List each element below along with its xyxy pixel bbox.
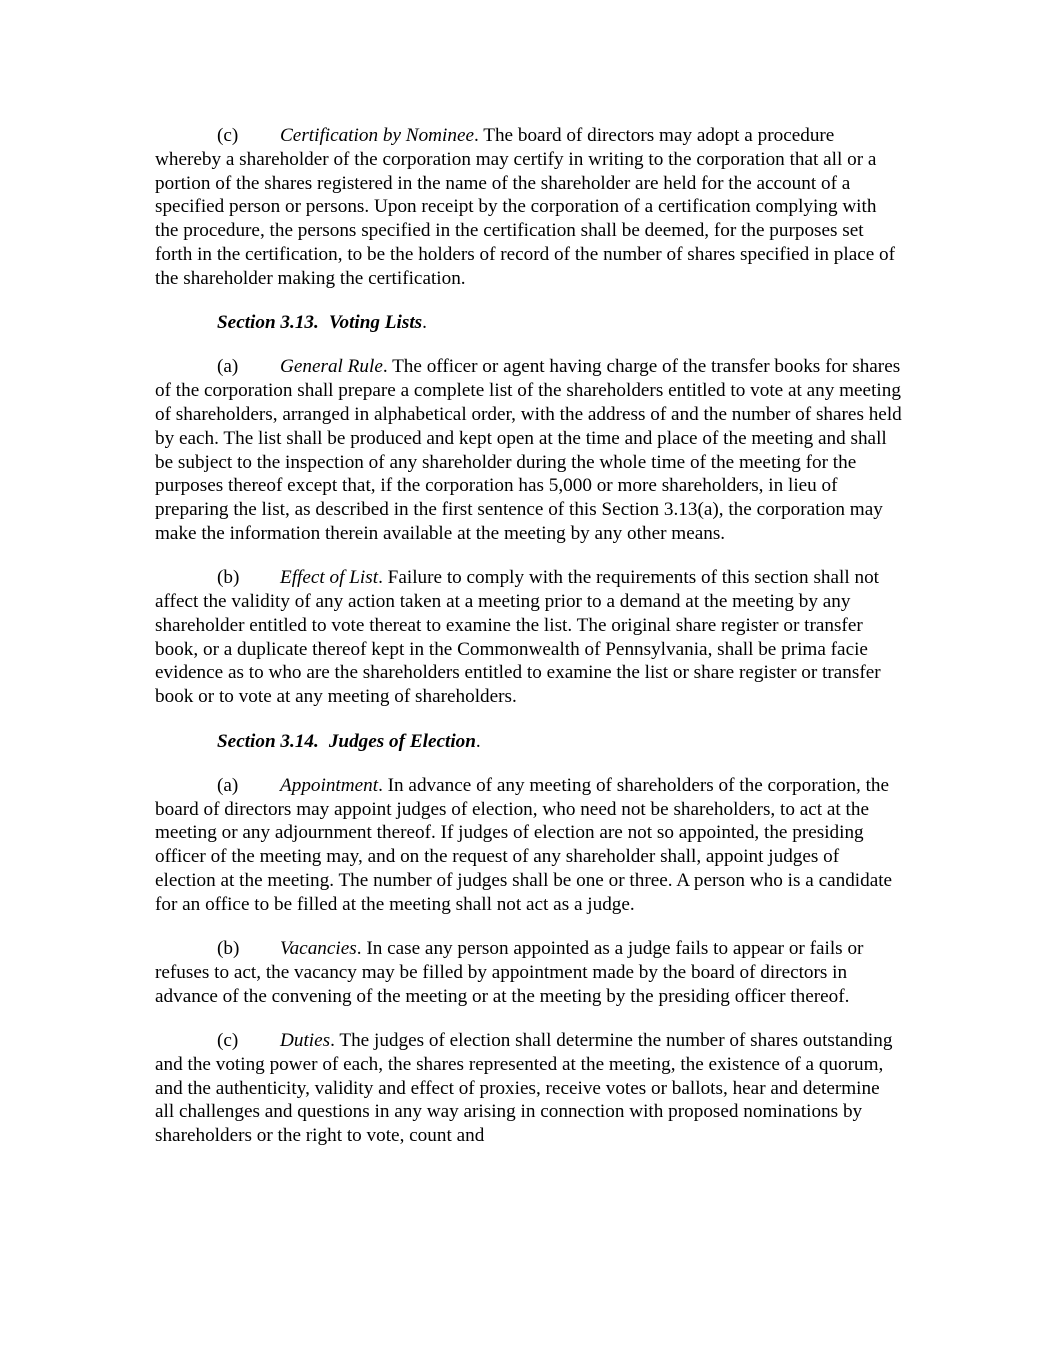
paragraph-general-rule (155, 355, 903, 545)
subsection-body: . The officer or agent having charge of the transfer books for shares of the corporation shall prepare a complete list of the shareholders entitled to vote at any meeting of shareholders, arranged in alphabetical order, with the address of and the number of shares held by each. The list shall be produced and kept open at the time and place of the meeting and shall be subject to the inspection of any shareholder during the whole time of the meeting for the purposes thereof except that, if the corporation has 5,000 or more shareholders, in lieu of preparing the list, as described in the first sentence of this Section 3.13(a), the corporation may make the information therein available at the meeting by any other means. (155, 356, 902, 544)
document-page (155, 124, 903, 1168)
subsection-marker: (b) (217, 567, 240, 589)
paragraph-appointment (155, 774, 903, 917)
subsection-marker: (b) (217, 938, 240, 960)
subsection-body: . Failure to comply with the requirements of this section shall not affect the validity of any action taken at a meeting prior to a demand at the meeting by any shareholder entitled to vote thereat to examine the list. The original share register or transfer book, or a duplicate thereof kept in the Commonwealth of Pennsylvania, shall be prima facie evidence as to who are the shareholders entitled to examine the list or share register or transfer book or to vote at any meeting of shareholders. (155, 567, 881, 708)
section-title: Judges of Election (328, 730, 476, 752)
subsection-marker: (c) (217, 1030, 239, 1051)
subsection-title: Certification by Nominee (280, 125, 474, 146)
subsection-body: . The board of directors may adopt a procedure whereby a shareholder of the corporation may certify in writing to the corporation that all or a portion of the shares registered in the name of the shareholder are held for the account of a specified person or persons. Upon receipt by the corporation of a certification complying with the procedure, the persons specified in the certification shall be deemed, for the purposes set forth in the certification, to be the holders of record of the number of shares specified in place of the shareholder making the certification. (155, 125, 896, 289)
subsection-title: Appointment (280, 774, 379, 796)
subsection-marker: (a) (217, 774, 239, 796)
section-number: Section 3.14. (217, 730, 319, 752)
section-title-suffix: . (422, 312, 427, 334)
section-heading-3-13 (217, 311, 903, 335)
section-title: Voting Lists (328, 312, 423, 334)
paragraph-duties (155, 1029, 903, 1148)
subsection-title: Vacancies (280, 938, 357, 960)
section-heading-3-14 (217, 730, 903, 754)
section-title-suffix: . (475, 730, 481, 752)
subsection-marker: (a) (217, 356, 239, 378)
paragraph-effect-of-list (155, 566, 903, 709)
subsection-body: . In advance of any meeting of shareholders of the corporation, the board of directors may appoint judges of election, who need not be shareholders, to act at the meeting or any adjournment thereof. If judges of election are not so appointed, the presiding officer of the meeting may, and on the request of any shareholder shall, appoint judges of election at the meeting. The number of judges shall be one or three. A person who is a candidate for an office to be filled at the meeting shall not act as a judge. (155, 774, 893, 915)
paragraph-certification-by-nominee (155, 124, 903, 291)
paragraph-vacancies (155, 937, 903, 1008)
subsection-marker: (c) (217, 125, 239, 146)
subsection-title: Duties (280, 1030, 331, 1051)
subsection-title: Effect of List (280, 567, 379, 589)
subsection-title: General Rule (280, 356, 383, 378)
subsection-body: . In case any person appointed as a judge fails to appear or fails or refuses to act, the vacancy may be filled by appointment made by the board of directors in advance of the convening of the meeting or at the meeting by the presiding officer thereof. (155, 938, 864, 1007)
subsection-body: . The judges of election shall determine the number of shares outstanding and the voting power of each, the shares represented at the meeting, the existence of a quorum, and the authenticity, validity and effect of proxies, receive votes or ballots, hear and determine all challenges and questions in any way arising in connection with proposed nominations by shareholders or the right to vote, count and (155, 1030, 893, 1147)
section-number: Section 3.13. (217, 312, 319, 334)
